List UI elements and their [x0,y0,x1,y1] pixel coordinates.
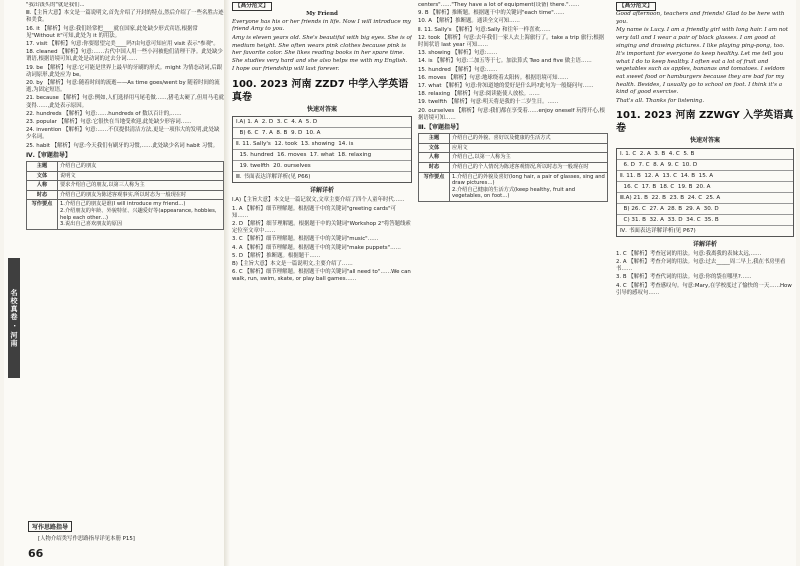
page-number: 66 [28,547,44,560]
answer-row: Ⅱ. 11. Sally's 12. took 13. showing 14. is [233,139,411,150]
table-key: 主题 [27,162,58,172]
writing-guide-table-1 [26,161,224,230]
essay-title: My Friend [306,11,338,18]
explanation-paragraph: 24. invention 【解析】句意:……不仅提供清洁方法,更是一项伟大的发明,此处缺少名词。 [26,127,220,141]
explanation-paragraph: 5. D 【解析】推断题。根据题干…… [232,252,321,259]
table-key: 写作要点 [419,172,450,201]
explanation-paragraph: 17. visit 【解析】句意:你要愿望完美____吗?由句意可知应用 visit 表示"参观"。 [26,41,219,48]
explain-title: 详解详析 [309,187,334,195]
explanation-paragraph: "我出钱买的"就是我们... [26,2,85,8]
table-row [27,190,224,200]
sample-essay-2 [616,11,794,105]
answer-row: Ⅳ. 书面表达详解详析(见 P67) [620,227,696,234]
table-row [419,163,608,173]
explanations-list [616,251,794,297]
table-value: 应用文 [450,143,608,153]
column-2 [232,2,412,552]
footer-tag: 写作思路指导 [28,521,72,532]
essay-paragraph: Good afternoon, teachers and friends! Glad to be here with you. [616,11,785,25]
explain-title: 详解详析 [692,240,717,248]
explanation-paragraph: 18. relaxing 【解析】句意:阅读能使人放松。…… [418,91,540,98]
table-value: 1.介绍自己的外貌及喜好(long hair, a pair of glasses, sing and draw pictures…) 2.介绍自己健康的生活方式(keep healthy, fruit and vegetables, on foot…) [450,172,608,201]
answer-row: B) 6. C 7. A 8. B 9. D 10. A [233,128,411,139]
explanation-paragraph: 1. C 【解析】考查冠词的用法。句意:我离我的表妹太远,…… [616,250,762,257]
column-3-table-title: Ⅲ.【审题指导】 [418,124,462,132]
explanation-paragraph: 19. twelfth 【解析】句意:明天将是我的十二岁生日。…… [418,99,559,106]
explanation-paragraph: 14. is 【解析】句意:二加五等于七。加法算式 Two and five 做主语…… [418,58,592,65]
table-value: 介绍自己,以第一人称为主 [450,153,608,163]
explanation-paragraph: 12. took 【解析】句意:去年我们一家人去上海旅行了。take a trip 旅行;根据时间状语 last year 可知…… [418,34,605,49]
answer-row: Ⅰ. 1. C 2. A 3. B 4. C 5. B [617,149,793,160]
explanation-paragraph: 1. A 【解析】细节理解题。根据题干中的关键词"greeting cards"可知…… [232,205,396,219]
side-tab: 名校真卷 · 河南 [8,258,20,378]
column-1-paragraphs [26,2,224,150]
explanation-paragraph: 20. by 【解析】句意:随着时间的流逝——As time goes/went by 随着时间的流逝,为固定短语。 [26,80,220,94]
writing-guide-table-2 [418,133,608,202]
column-1 [26,2,224,552]
answer-key-box [232,116,412,183]
answer-row: B) 26. C 27. A 28. B 29. A 30. D [617,204,793,215]
table-key: 文体 [419,143,450,153]
table-value: 介绍自己的朋友为陈述客观事实,所以时态为一般现在时 [58,190,224,200]
exam-title-100: 100. 2023 河南 ZZD7 中学入学英语真卷 [232,78,409,103]
sample-essay-tag: 【高分范文】 [616,2,656,11]
table-row [419,172,608,201]
table-key: 文体 [27,171,58,181]
explanation-paragraph: 3. B 【解析】考查代词的用法。句意:你的袋在哪里?…… [616,274,752,281]
explanation-paragraph: 21. because 【解析】句意:例如,人们选择用马尾毛做……,猪毛太硬了,但用马毛就变得……,此处表示原因。 [26,95,224,109]
sample-essay-1 [232,19,412,74]
table-value: 1.介绍自己的朋友是谁(I will introduce my friend…) 2.介绍朋友的年龄、外貌特征、兴趣爱好等(appearance, hobbies, help each other…) 3.说出自己喜欢朋友的原因 [58,200,224,229]
table-value: 介绍自己的外貌、喜好以及健康的生活方式 [450,134,608,144]
explanation-paragraph: 16. it 【解析】句意:我们经常把____就在国家,此处缺少形式宾语,根据常见"Without it"可知,此处为 it 的用法。 [26,25,198,39]
table-key: 写作要点 [27,200,58,229]
answer-row: Ⅲ.A) 21. B 22. B 23. B 24. C 25. A [617,193,793,204]
answer-row: 16. C 17. B 18. C 19. B 20. A [617,182,793,193]
explanation-paragraph: 19. be 【解析】句意:它可能是世界上最早的牙刷的形式。might 为情态动词,后跟动词原形,此处应为 be。 [26,64,223,78]
explanation-paragraph: 4. A 【解析】细节理解题。根据题干中的关键词"make puppets"…… [232,244,401,251]
table-row [419,153,608,163]
explanation-paragraph: 13. showing 【解析】句意:…… [418,50,498,57]
explanation-paragraph: 25. habit 【解析】句意:今天我们有刷牙的习惯,……此处缺少名词 habit 习惯。 [26,142,219,149]
essay-paragraph: That's all. Thanks for listening. [616,97,705,104]
explanation-paragraph: 17. what 【解析】句意:你知道她的爱好是什么吗?此句为一般疑问句…… [418,83,594,90]
explanation-paragraph: 22. hundreds 【解析】句意:……hundreds of 数以百计的,…… [26,110,182,117]
explanation-paragraph: 10. A 【解析】推断题。通读全文可知…… [418,18,520,25]
page-fold-shadow [224,0,230,566]
footer-note: [人物介绍类写作思路指导详见本册 P15] [38,536,135,542]
explanation-paragraph: 16. moves 【解析】句意:地球绕着太阳转。根据语境可知…… [418,74,569,81]
column-3 [418,2,608,552]
column-4 [616,2,794,552]
explanation-paragraph: 2. D 【解析】细节理解题。根据题干中的关键词"Workshop 2"将答题线索定位至文章中…… [232,220,411,235]
table-row [419,134,608,144]
explanation-paragraph: 9. B 【解析】推断题。根据题干中的关键词"each time"…… [418,10,565,17]
explanation-paragraph: 3. C 【解析】细节理解题。根据题干中的关键词"music"…… [232,236,379,243]
explanation-paragraph: 4. C 【解析】考查感叹句。句意:Mary,在学校度过了愉快的一天……How 引导的感叹句…… [616,282,792,296]
column-3-paragraphs [418,2,608,122]
explanation-paragraph: 6. C 【解析】细节理解题。根据题干中的关键词"all need to"……We can walk, run, swim, skate, or play ball games…… [232,269,411,283]
table-value: 说明文 [58,171,224,181]
essay-paragraph: My name is Lucy. I am a friendly girl with long hair. I am not very tall and I wear a pair of black glasses. I am good at singing and drawing pictures. I like playing ping-pong, too. [616,27,789,49]
essay-paragraph: Everyone has his or her friends in life. Now I will introduce my friend Amy to you. [232,18,411,33]
essay-paragraph: I hope our friendship will last forever. [232,66,340,73]
exam-title-101: 101. 2023 河南 ZZWGY 入学英语真卷 [616,110,794,135]
table-row [27,200,224,229]
answer-row: Ⅲ. 书面表达详解详析(见 P66) [236,174,311,181]
table-value: 要求介绍自己的朋友,以第三人称为主 [58,181,224,191]
answer-row: 19. twelfth 20. ourselves [233,161,411,172]
table-value: 介绍自己的朋友 [58,162,224,172]
answer-row: 6. D 7. C 8. A 9. C 10. D [617,160,793,171]
answer-key-title: 快速对答案 [306,105,337,113]
explanation-paragraph: Ⅰ.A)【主旨大意】本文是一篇记叙文,文章主要介绍了四个人童年时代…… [232,197,405,204]
table-value: 介绍自己的个人情况为陈述客观情况,所以时态为一般现在时 [450,163,608,173]
answer-row: Ⅰ.A) 1. A 2. D 3. C 4. A 5. D [233,117,411,128]
exam-page [4,0,796,566]
table-key: 人称 [419,153,450,163]
table-key: 时态 [27,190,58,200]
table-row [27,181,224,191]
answer-key-box [616,148,794,237]
explanation-paragraph: centers"……"They have a lot of equipment(设备) there."…… [418,2,580,8]
explanation-paragraph: Ⅲ.【主旨大意】本文是一篇说明文,首先介绍了开封的特点,然后介绍了一些名胜古迹和美食。 [26,10,224,24]
table-row [419,143,608,153]
sample-essay-tag: 【高分范文】 [232,2,272,11]
explanation-paragraph: 23. popular 【解析】句意:它很快在当地受欢迎,此处缺少形容词…… [26,119,192,126]
table-row [27,162,224,172]
answer-row: C) 31. B 32. A 33. D 34. C 35. B [617,215,793,226]
column-1-table-title: Ⅳ.【审题指导】 [26,151,71,159]
answer-row: Ⅱ. 11. B 12. A 13. C 14. B 15. A [617,171,793,182]
table-key: 主题 [419,134,450,144]
essay-paragraph: It's important for everyone to keep healthy. Let me tell you what I do to keep healthy. I often eat a lot of fruit and vegetables such as apples, bananas and tomatoes. I seldom eat sweet food or hamburgers because they are bad for my health. Besides, I usually go to school on foot. I think it's a kind of good exercise. [616,51,785,96]
explanation-paragraph: 20. ourselves 【解析】句意:我们都在享受着……enjoy oneself 玩得开心,根据语境可知…… [418,107,605,121]
table-key: 人称 [27,181,58,191]
answer-row: 15. hundred 16. moves 17. what 18. relaxing [233,150,411,161]
answer-key-title: 快速对答案 [689,137,720,145]
table-row [27,171,224,181]
explanation-paragraph: 18. cleaned 【解析】句意:……古代中国人用一些小河被他们清理干净。此处缺少谓语,根据语境可知,此处是动词的过去分词…… [26,49,223,63]
explanations-list [232,197,412,283]
explanation-paragraph: B)【主旨大意】本文是一篇说明文,主要介绍了…… [232,260,353,267]
table-key: 时态 [419,163,450,173]
explanation-paragraph: Ⅱ. 11. Sally's 【解析】句意:Sally 和往年一样喜欢…… [418,26,551,33]
explanation-paragraph: 2. A 【解析】考查介词的用法。句意:过去_____周二早上,我在书房里看书…… [616,258,786,273]
explanation-paragraph: 15. hundred 【解析】句意:…… [418,66,498,73]
essay-paragraph: Amy is eleven years old. She's beautiful with big eyes. She is of medium height. She often wears pink clothes because pink is her favorite color. She likes reading books in her spare time. She studies very hard and she also helps me with my English. [232,34,412,64]
